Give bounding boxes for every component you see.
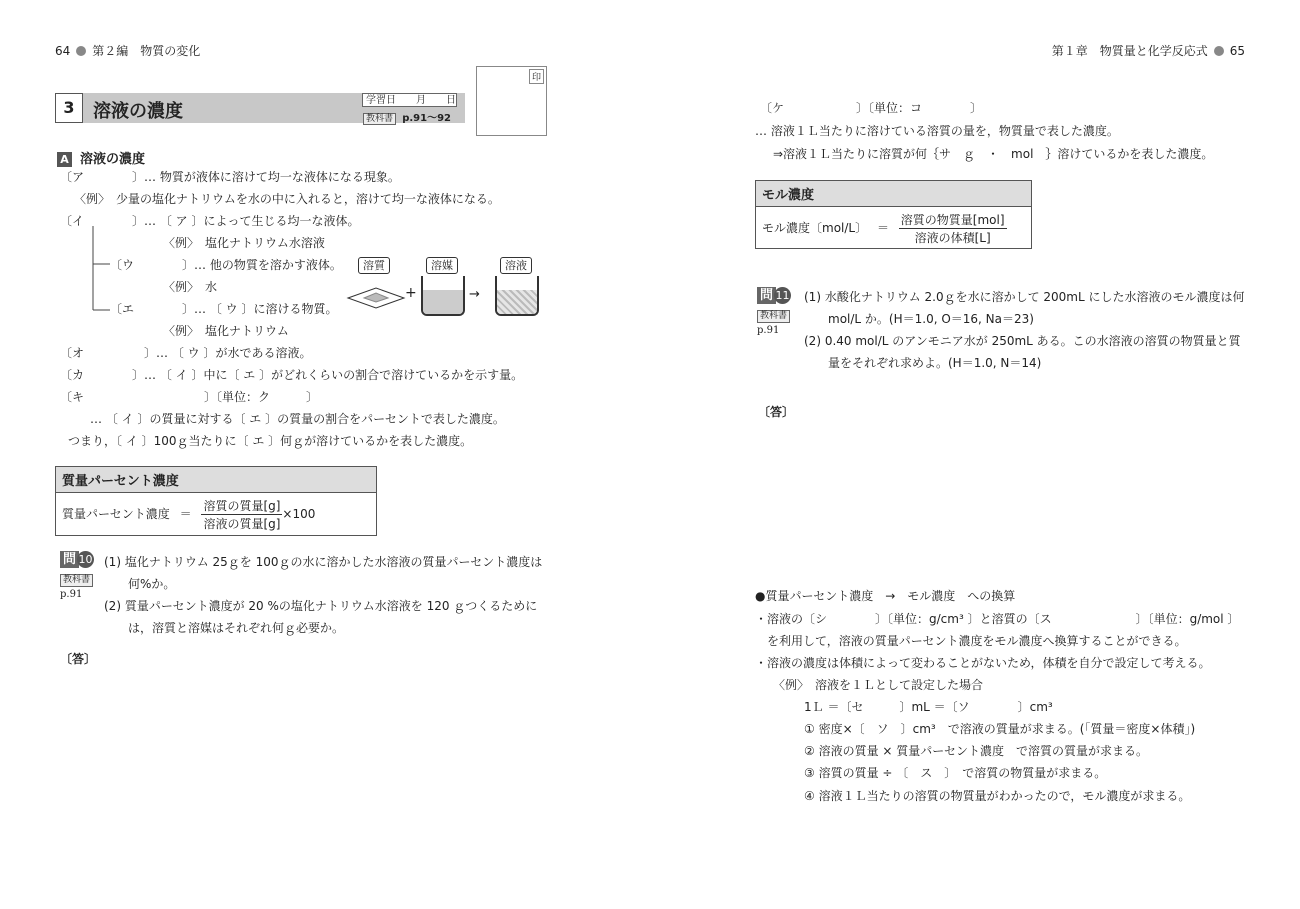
textbook-tag: 教科書 <box>363 113 396 125</box>
text-line: 〔オ 〕… 〔 ウ 〕が水である溶液。 <box>60 346 312 360</box>
text-line: ④ 溶液１Ｌ当たりの溶質の物質量がわかったので，モル濃度が求まる。 <box>804 789 1191 803</box>
question-text: (2) 0.40 mol/L のアンモニア水が 250mL ある。この水溶液の溶質の物質量と質 <box>804 334 1241 348</box>
fraction-numerator: 溶質の質量[g] <box>203 499 281 513</box>
right-page-header <box>1052 42 1245 59</box>
question-text: (2) 質量パーセント濃度が 20 %の塩化ナトリウム水溶液を 120 ｇつくるために <box>104 599 538 613</box>
question-text: (1) 塩化ナトリウム 25ｇを 100ｇの水に溶かした水溶液の質量パーセント濃度は <box>104 555 543 569</box>
bullet-icon <box>1214 46 1224 56</box>
stamp-label: 印 <box>529 69 544 84</box>
textbook-pages: p.91～92 <box>402 113 451 124</box>
molarity-box <box>755 180 1032 249</box>
textbook-tag: 教科書 <box>60 574 93 587</box>
text-line: 〈例〉 少量の塩化ナトリウムを水の中に入れると，溶けて均一な液体になる。 <box>74 192 500 206</box>
text-line: ・溶液の濃度は体積によって変わることがないため，体積を自分で設定して考える。 <box>755 656 1211 670</box>
left-page-header <box>55 42 200 59</box>
solute-label: 溶質 <box>358 257 390 274</box>
text-line: 〈例〉 塩化ナトリウム <box>163 324 289 338</box>
text-line: … 〔 イ 〕の質量に対する〔 エ 〕の質量の割合をパーセントで表した濃度。 <box>90 412 505 426</box>
header-chapter: 第１章 物質量と化学反応式 <box>1051 44 1208 58</box>
text-line: 〔キ 〕〔単位：ク 〕 <box>60 390 319 404</box>
box-title: モル濃度 <box>756 181 1031 207</box>
text-line: ⇒溶液１Ｌ当たりに溶質が何｛サ ｇ ・ mol ｝溶けているかを表した濃度。 <box>773 147 1214 161</box>
text-line: つまり，〔 イ 〕100ｇ当たりに〔 エ 〕何ｇが溶けているかを表した濃度。 <box>68 434 473 448</box>
text-line: 〔イ 〕… 〔 ア 〕によって生じる均一な液体。 <box>60 214 360 228</box>
text-line: ・溶液の〔シ 〕〔単位：g/cm³ 〕と溶質の〔ス 〕〔単位：g/mol 〕 <box>755 612 1240 626</box>
question-11-badge <box>757 287 791 304</box>
text-line: ③ 溶質の質量 ÷ 〔 ス 〕 で溶質の物質量が求まる。 <box>804 766 1107 780</box>
equals-sign: ＝ <box>876 221 889 235</box>
fraction-numerator: 溶質の物質量[mol] <box>900 213 1005 227</box>
answer-label: 〔答〕 <box>758 405 795 419</box>
formula-lhs: 質量パーセント濃度 <box>62 507 170 521</box>
subsection-heading <box>57 148 145 167</box>
salt-dish-icon <box>346 284 406 312</box>
text-line: を利用して，溶液の質量パーセント濃度をモル濃度へ換算することができる。 <box>767 634 1187 648</box>
tree-connector <box>90 226 114 316</box>
subsection-title: 溶液の濃度 <box>80 152 146 167</box>
question-text: mol/L か。(H＝1.0, O＝16, Na＝23) <box>828 312 1034 326</box>
section-title: 溶液の濃度 <box>93 101 183 122</box>
bullet-icon <box>76 46 86 56</box>
text-line: 〔ア 〕… 物質が液体に溶けて均一な液体になる現象。 <box>60 170 400 184</box>
text-line: 〔ウ 〕… 他の物質を溶かす液体。 <box>110 258 342 272</box>
text-line: 〈例〉 塩化ナトリウム水溶液 <box>163 236 325 250</box>
study-date-field: 学習日 月 日 <box>362 93 457 107</box>
question-10-badge <box>60 551 94 568</box>
solution-beaker <box>495 276 539 316</box>
section-number: 3 <box>55 93 83 123</box>
times-100: ×100 <box>282 507 316 521</box>
textbook-page: p.91 <box>757 325 780 336</box>
text-line: 〔ケ 〕〔単位：コ 〕 <box>760 101 983 115</box>
fraction <box>899 211 1007 246</box>
page-number: 64 <box>55 44 71 58</box>
question-number: 11 <box>775 289 790 302</box>
fraction-denominator: 溶液の体積[L] <box>914 231 991 245</box>
question-text: 何%か。 <box>128 577 176 591</box>
text-line: 1Ｌ ＝〔セ 〕mL ＝〔ソ 〕cm³ <box>804 700 1053 714</box>
question-number: 10 <box>78 553 93 566</box>
solution-label: 溶液 <box>500 257 532 274</box>
formula-lhs: モル濃度〔mol/L〕 <box>762 221 868 235</box>
text-line: 〔エ 〕… 〔 ウ 〕に溶ける物質。 <box>110 302 338 316</box>
text-line: ② 溶液の質量 × 質量パーセント濃度 で溶質の質量が求まる。 <box>804 744 1149 758</box>
conversion-title: ●質量パーセント濃度 → モル濃度 への換算 <box>755 589 1016 603</box>
box-title: 質量パーセント濃度 <box>56 467 376 493</box>
textbook-ref <box>363 109 451 125</box>
question-text: 量をそれぞれ求めよ。(H＝1.0, N＝14) <box>828 356 1042 370</box>
equals-sign: ＝ <box>179 507 192 521</box>
answer-label: 〔答〕 <box>60 652 97 666</box>
textbook-tag: 教科書 <box>757 310 790 323</box>
question-label: 問 <box>60 551 79 568</box>
mass-percent-box <box>55 466 377 536</box>
text-line: 〈例〉 溶液を１Ｌとして設定した場合 <box>773 678 984 692</box>
text-line: ① 密度×〔 ソ 〕cm³ で溶液の質量が求まる。(「質量＝密度×体積」) <box>804 722 1196 736</box>
plus-sign: + <box>405 285 417 301</box>
question-text: (1) 水酸化ナトリウム 2.0ｇを水に溶かして 200mL にした水溶液のモル濃度は何 <box>804 290 1245 304</box>
header-section: 第２編 物質の変化 <box>92 44 201 58</box>
stamp-box <box>476 66 547 136</box>
question-text: は，溶質と溶媒はそれぞれ何ｇ必要か。 <box>128 621 345 635</box>
fraction <box>201 497 282 532</box>
fraction-denominator: 溶液の質量[g] <box>203 517 281 531</box>
arrow-icon: → <box>469 287 480 302</box>
text-line: 〈例〉 水 <box>163 280 218 294</box>
solvent-label: 溶媒 <box>426 257 458 274</box>
text-line: … 溶液１Ｌ当たりに溶けている溶質の量を，物質量で表した濃度。 <box>755 124 1119 138</box>
subsection-badge: A <box>57 152 72 167</box>
text-line: 〔カ 〕… 〔 イ 〕中に〔 エ 〕がどれくらいの割合で溶けているかを示す量。 <box>60 368 524 382</box>
question-label: 問 <box>757 287 776 304</box>
textbook-page: p.91 <box>60 589 83 600</box>
page-number: 65 <box>1229 44 1245 58</box>
solvent-beaker <box>421 276 465 316</box>
